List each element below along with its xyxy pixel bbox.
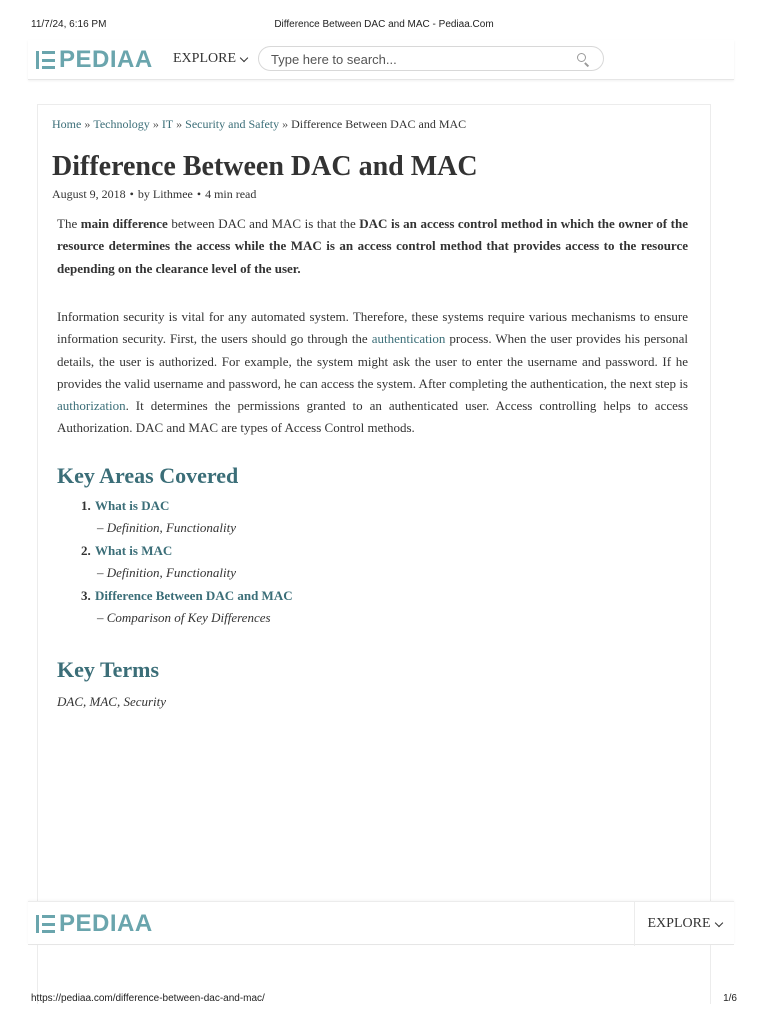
top-navigation — [28, 40, 734, 80]
print-doc-title: Difference Between DAC and MAC - Pediaa.Com — [274, 19, 494, 30]
breadcrumb-technology[interactable]: Technology — [93, 117, 150, 131]
toc-list — [81, 498, 481, 633]
intro-paragraph: The main difference between DAC and MAC is that the DAC is an access control method in which the owner of the resource determines the access while the MAC is an access control method that provides access to the resource depending on the clearance level of the user. — [57, 216, 688, 276]
author-link[interactable]: Lithmee — [152, 187, 193, 201]
authorization-link[interactable]: authorization — [57, 398, 126, 414]
print-footer — [0, 993, 768, 1007]
toc-link-what-is-dac[interactable]: What is DAC — [95, 498, 170, 513]
explore-label: EXPLORE — [647, 916, 711, 931]
explore-menu-button[interactable] — [173, 51, 247, 67]
explore-label: EXPLORE — [173, 51, 236, 66]
toc-item: 1. What is DAC – Definition, Functionality — [81, 498, 237, 535]
breadcrumb: Home » Technology » IT » Security and Safety » Difference Between DAC and MAC — [52, 117, 467, 131]
read-time: 4 min read — [205, 187, 257, 201]
key-areas-heading: Key Areas Covered — [57, 463, 239, 488]
post-date: August 9, 2018 — [52, 187, 126, 201]
toc-link-what-is-mac[interactable]: What is MAC — [95, 543, 173, 558]
print-page-number: 1/6 — [723, 993, 737, 1004]
chevron-down-icon — [714, 918, 722, 926]
key-terms-heading: Key Terms — [57, 657, 160, 682]
search-icon[interactable] — [577, 53, 589, 65]
breadcrumb-home[interactable]: Home — [52, 117, 82, 131]
toc-subtitle: – Definition, Functionality — [97, 520, 237, 535]
print-url: https://pediaa.com/difference-between-dac-and-mac/ — [31, 993, 265, 1004]
post-meta: August 9, 2018 • by Lithmee • 4 min read — [52, 187, 257, 201]
toc-subtitle: – Definition, Functionality — [97, 565, 237, 580]
toc-subtitle: – Comparison of Key Differences — [97, 610, 271, 625]
toc-link-difference[interactable]: Difference Between DAC and MAC — [95, 588, 293, 603]
toc-item: 3. Difference Between DAC and MAC – Comparison of Key Differences — [81, 588, 293, 625]
toc-item: 2. What is MAC – Definition, Functionality — [81, 543, 237, 580]
key-terms-list: DAC, MAC, Security — [57, 694, 167, 709]
search-input[interactable] — [271, 50, 561, 68]
logo-text: PEDIAA — [59, 46, 153, 73]
logo-icon — [36, 51, 56, 69]
site-logo[interactable] — [36, 46, 153, 74]
breadcrumb-it[interactable]: IT — [161, 117, 174, 131]
print-header — [0, 19, 768, 33]
sticky-navigation — [28, 901, 734, 945]
sticky-site-logo[interactable] — [36, 910, 153, 938]
search-box — [258, 46, 604, 71]
logo-icon — [36, 915, 56, 933]
authentication-link[interactable]: authentication — [371, 331, 446, 347]
logo-text: PEDIAA — [59, 910, 153, 937]
chevron-down-icon — [240, 53, 248, 61]
page-title: Difference Between DAC and MAC — [52, 151, 478, 182]
breadcrumb-security-and-safety[interactable]: Security and Safety — [185, 117, 280, 131]
body-paragraph: Information security is vital for any automated system. Therefore, these systems require various mechanisms to ensure information security. First, the users should go through the authentication process. When the user provides his personal details, the user is authorized. For example, the system might ask the user to enter the username and password. If he provides the valid username and password, he can access the system. After completing the authentication, the next step is authorization. It determines the permissions granted to an authenticated user. Access controlling helps to access Authorization. DAC and MAC are types of Access Control methods. — [57, 309, 688, 436]
print-datetime: 11/7/24, 6:16 PM — [31, 19, 107, 30]
sticky-explore-button[interactable] — [634, 902, 734, 946]
breadcrumb-current: Difference Between DAC and MAC — [291, 117, 467, 131]
